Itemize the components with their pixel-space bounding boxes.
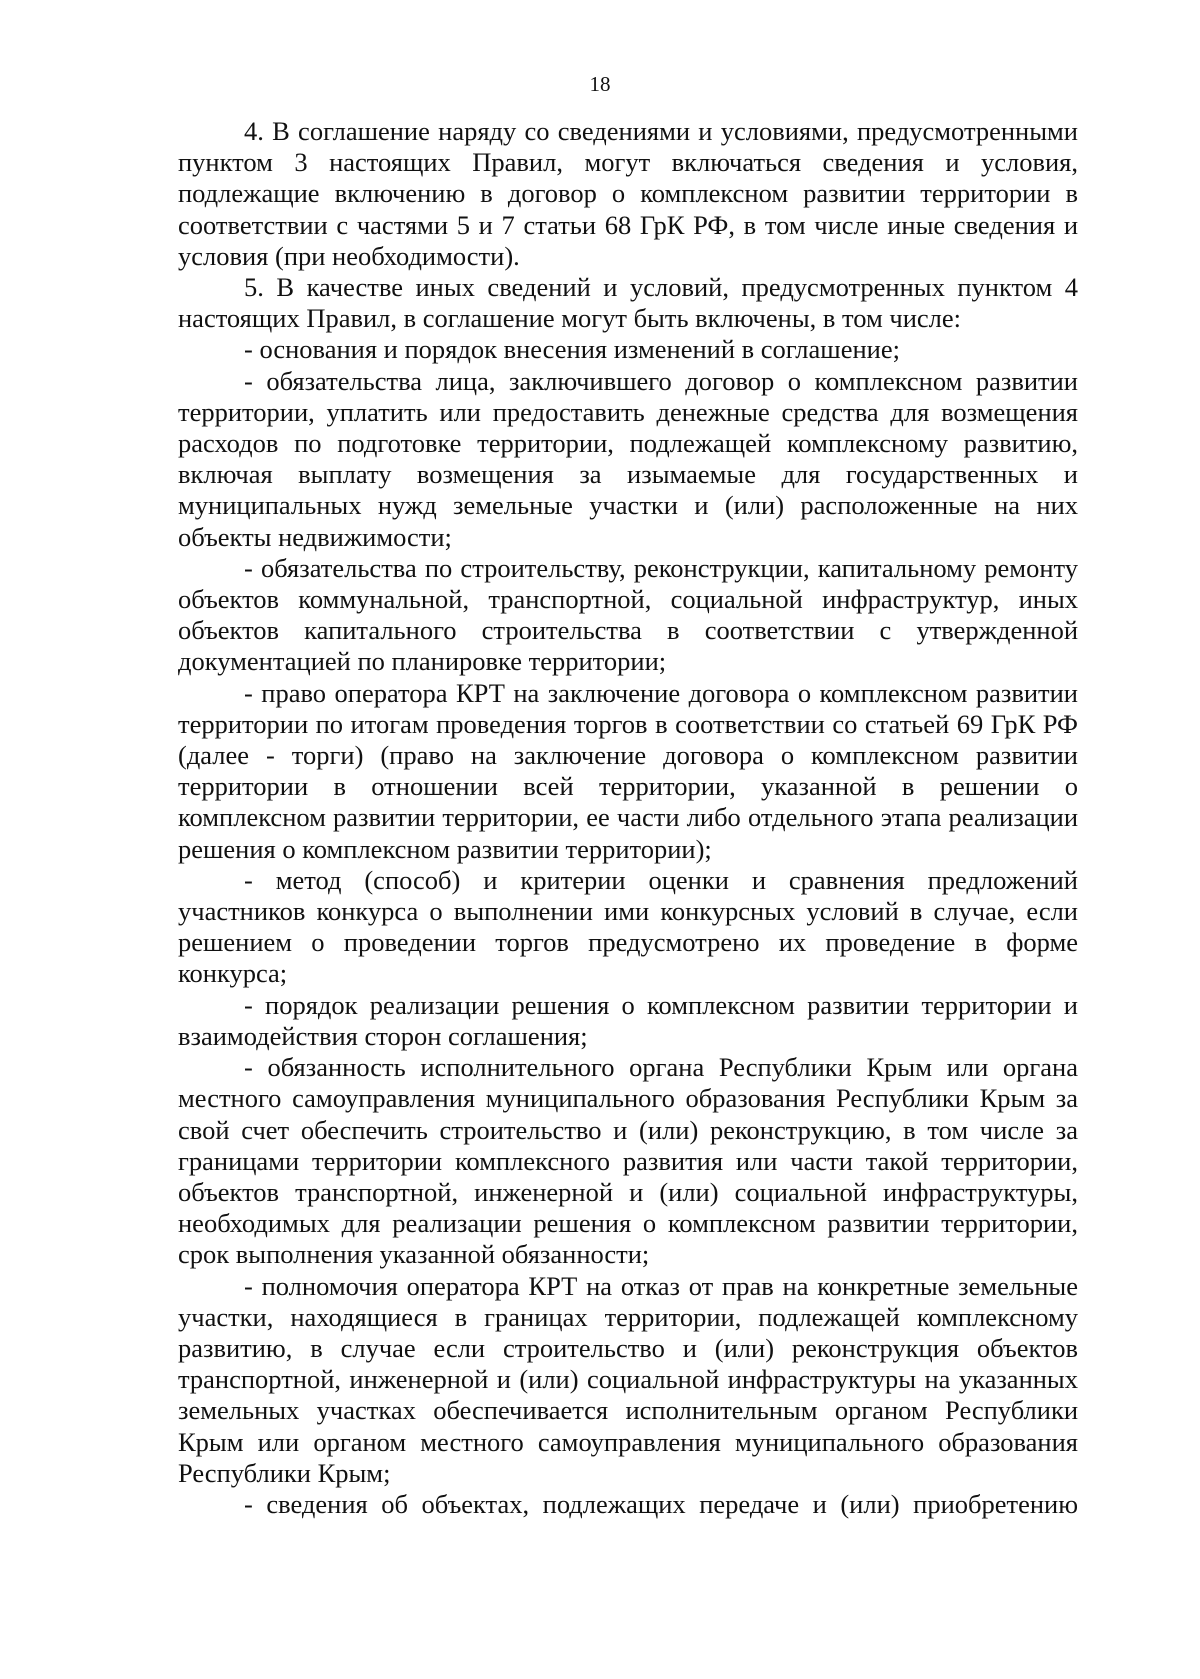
list-item-transfer-objects: - сведения об объектах, подлежащих передаче и (или) приобретению	[244, 1488, 1078, 1519]
list-item-amendment-procedure: - основания и порядок внесения изменений в соглашение;	[244, 334, 900, 365]
paragraph-4: 4. В соглашение наряду со сведениями и условиями, предусмотренными пунктом 3 настоящих Правил, могут включаться сведения и условия, подлежащие включению в договор о комплексном развитии территории в соответствии с частями 5 и 7 статьи 68 ГрК РФ, в том числе иные сведения и условия (при необходимости).	[178, 116, 1078, 271]
list-item-construction-obligations: - обязательства по строительству, реконструкции, капитальному ремонту объектов коммунальной, транспортной, социальной инфраструктур, иных объектов капитального строительства в соответствии с утвержденной документацией по планировке территории;	[178, 552, 1078, 677]
list-item-operator-powers: - полномочия оператора КРТ на отказ от прав на конкретные земельные участки, находящиеся в границах территории, подлежащей комплексному развитию, в случае если строительство и (или) реконструкция объектов транспортной, инженерной и (или) социальной инфраструктуры на указанных земельных участках обеспечивается исполнительным органом Республики Крым или органом местного самоуправления муниципального образования Республики Крым;	[178, 1270, 1078, 1488]
list-item-operator-rights: - право оператора КРТ на заключение договора о комплексном развитии территории по итогам проведения торгов в соответствии со статьей 69 ГрК РФ (далее - торги) (право на заключение договора о комплексном развитии территории в отношении всей территории, указанной в решении о комплексном развитии территории, ее части либо отдельного этапа реализации решения о комплексном развитии территории);	[178, 677, 1078, 864]
document-body	[178, 116, 1078, 1520]
list-item-implementation-procedure: - порядок реализации решения о комплексном развитии территории и взаимодействия сторон соглашения;	[178, 989, 1078, 1051]
list-item-funding-obligations: - обязательства лица, заключившего договор о комплексном развитии территории, уплатить или предоставить денежные средства для возмещения расходов по подготовке территории, подлежащей комплексному развитию, включая выплату возмещения за изымаемые для государственных и муниципальных нужд земельные участки и (или) расположенные на них объекты недвижимости;	[178, 365, 1078, 552]
list-item-evaluation-criteria: - метод (способ) и критерии оценки и сравнения предложений участников конкурса о выполнении ими конкурсных условий в случае, если решением о проведении торгов предусмотрено их проведение в форме конкурса;	[178, 864, 1078, 989]
paragraph-5: 5. В качестве иных сведений и условий, предусмотренных пунктом 4 настоящих Правил, в соглашение могут быть включены, в том числе:	[178, 272, 1078, 334]
page-number: 18	[589, 72, 611, 96]
list-item-authority-duties: - обязанность исполнительного органа Республики Крым или органа местного самоуправления муниципального образования Республики Крым за свой счет обеспечить строительство и (или) реконструкцию, в том числе за границами территории комплексного развития или части такой территории, объектов транспортной, инженерной и (или) социальной инфраструктуры, необходимых для реализации решения о комплексном развитии территории, срок выполнения указанной обязанности;	[178, 1052, 1078, 1270]
